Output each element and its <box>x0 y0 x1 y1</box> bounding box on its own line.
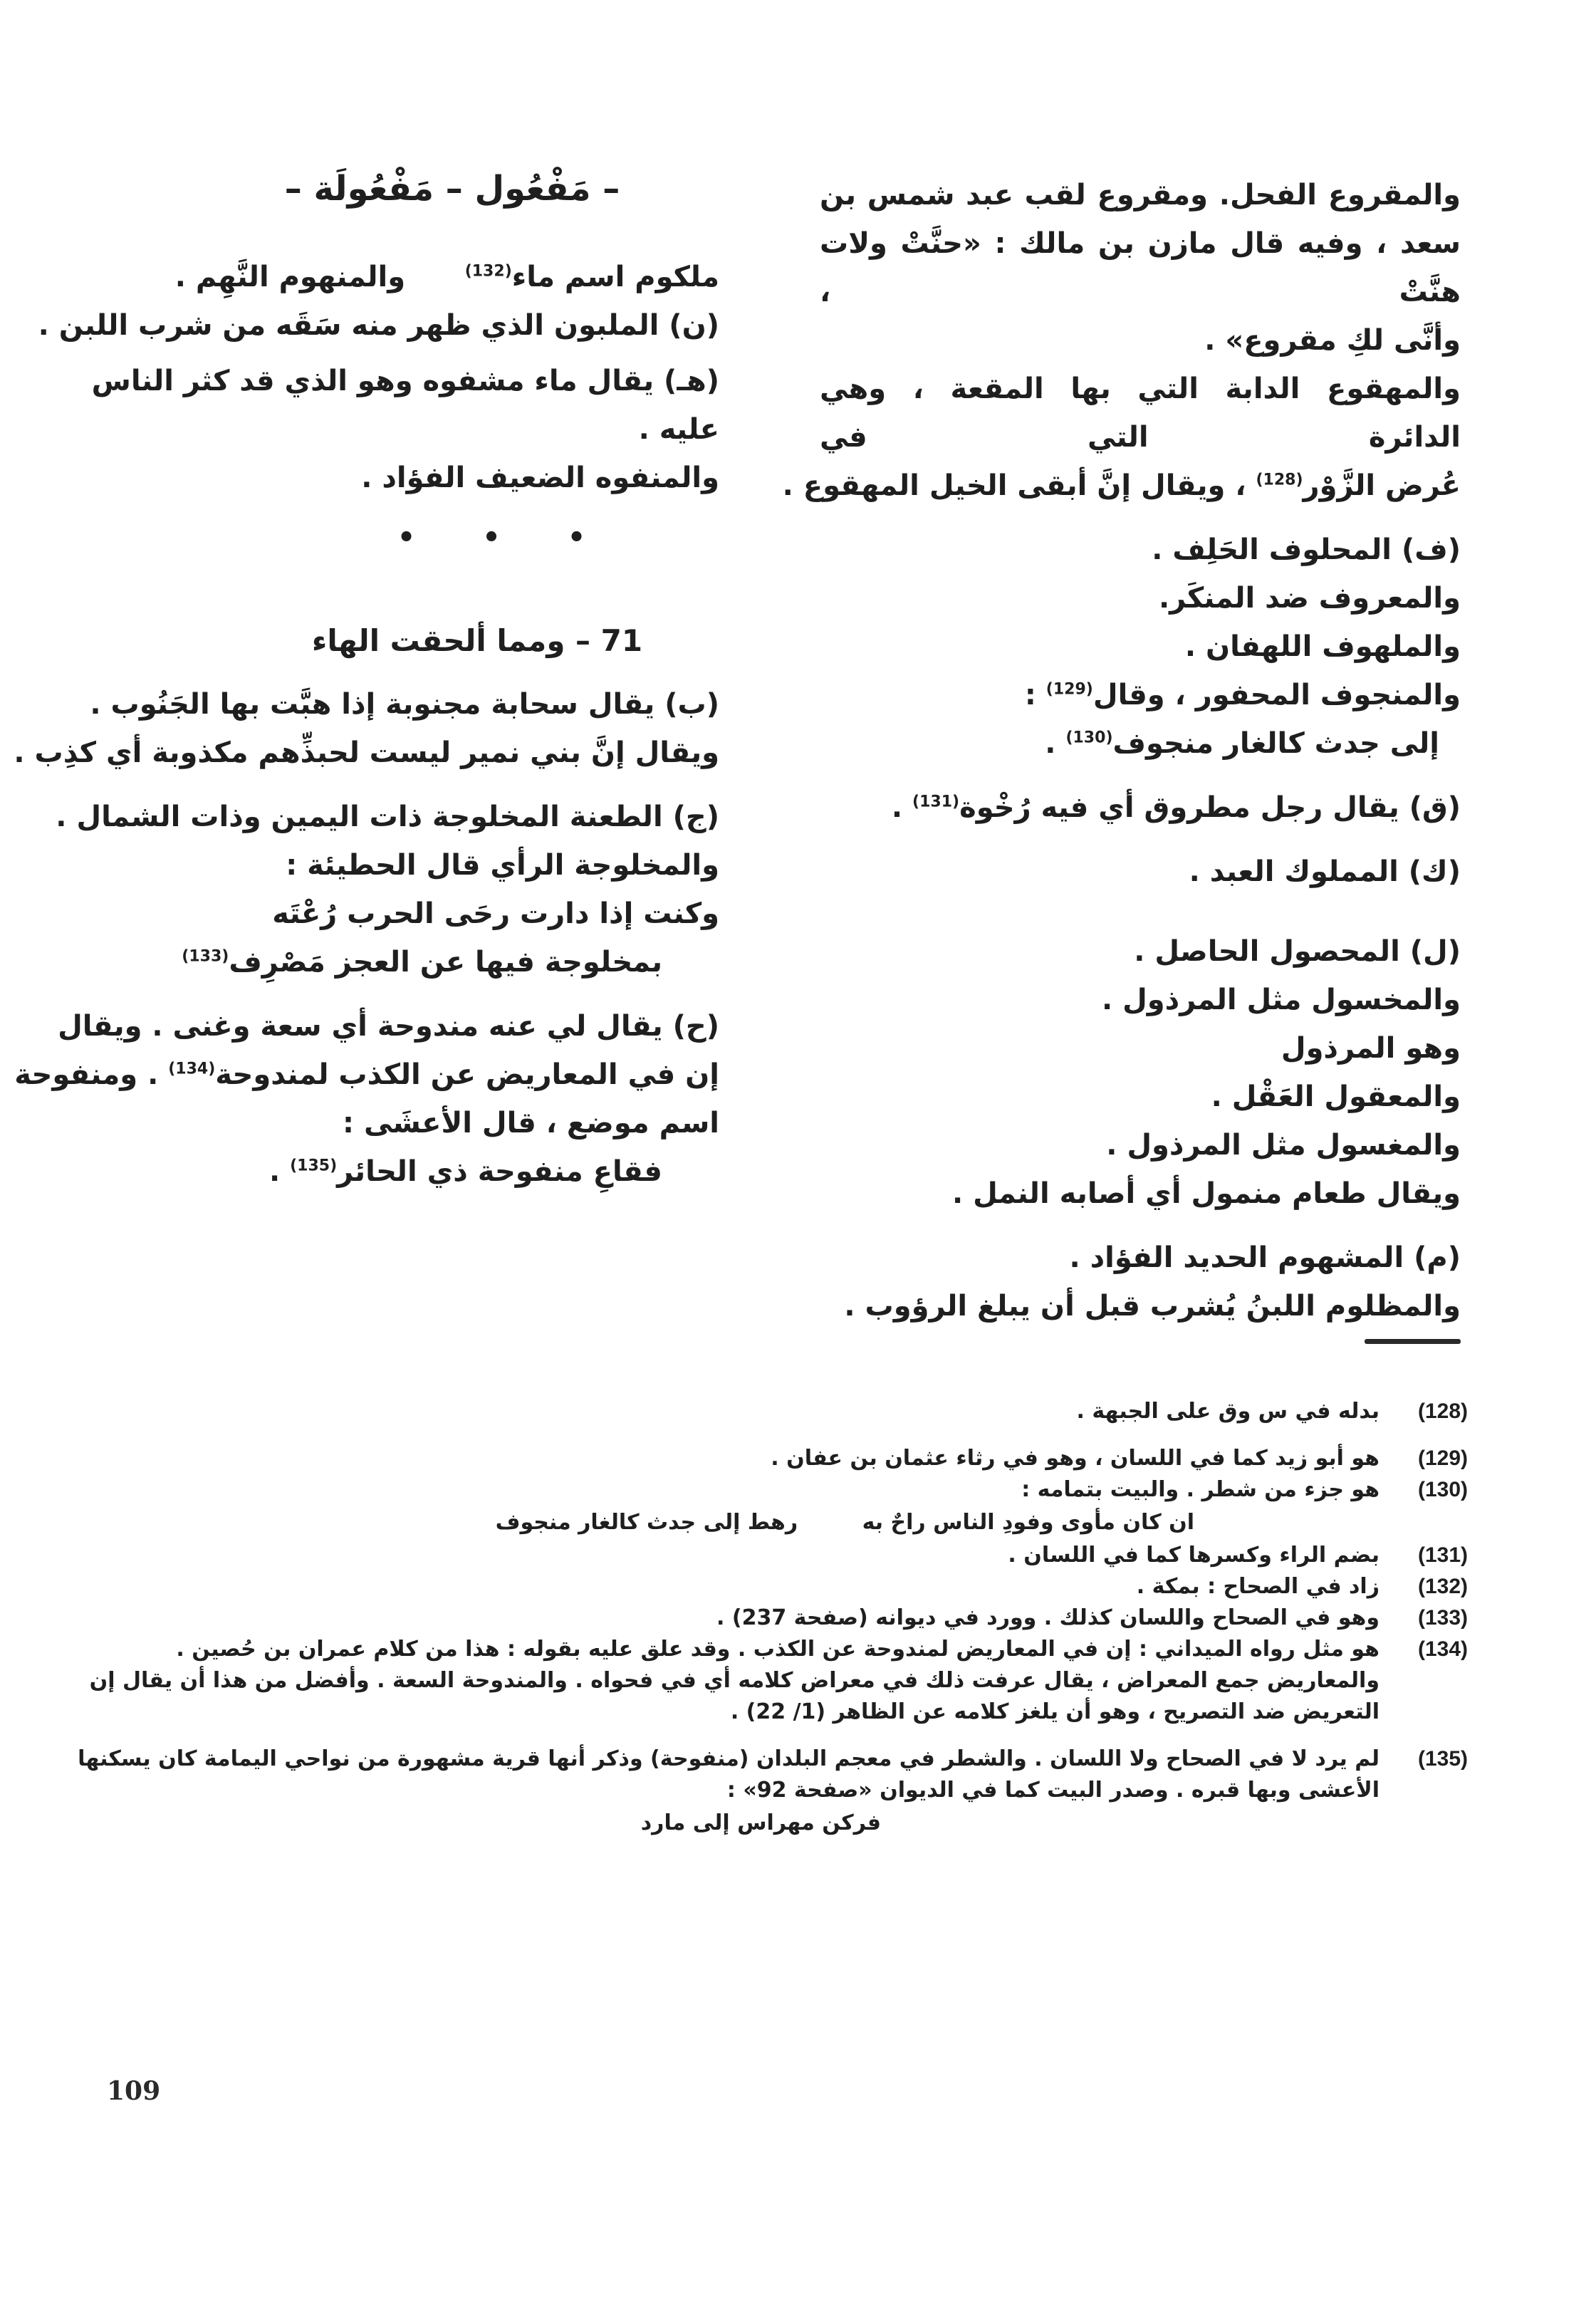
text-fragment: الطعنة المخلوجة ذات اليمين وذات الشمال . <box>56 801 663 833</box>
right-column <box>782 171 1461 1330</box>
entry-kaf <box>820 848 1461 896</box>
text-fragment: . <box>891 791 903 824</box>
text-fragment: يقال لي عنه مندوحة أي سعة وغنى . ويقال <box>58 1010 663 1043</box>
footnote-130 <box>100 1474 1468 1540</box>
footnote-129 <box>100 1443 1468 1474</box>
verse-text: إلى جدث كالغار منجوف <box>1112 727 1439 760</box>
footnote-number: (128) <box>1417 1400 1468 1423</box>
footnote-135 <box>78 1744 1468 1840</box>
text-fragment: والمنهوم النَّهِم . <box>174 261 406 293</box>
text-fragment: . <box>1045 727 1056 760</box>
text-line: وأنَّى لكِ مقروع» . <box>1204 324 1461 357</box>
verse-line <box>107 1147 719 1196</box>
text-line: والمخلوجة الرأي قال الحطيئة : <box>286 849 719 882</box>
spacer <box>820 832 1461 848</box>
entry-ha <box>91 357 719 405</box>
text-line: سعد ، وفيه قال مازن بن مالك : «حنَّتْ ولات هنَّتْ ، <box>820 227 1461 308</box>
footnote-text: بضم الراء وكسرها كما في اللسان . <box>1008 1543 1379 1568</box>
text-line: ويقال طعام منمول أي أصابه النمل . <box>951 1177 1461 1210</box>
spacer <box>107 777 719 793</box>
section-separator: • • • <box>397 521 615 554</box>
text-fragment: يقال رجل مطروق أي فيه رُخْوة <box>959 791 1399 824</box>
footnote-text: والمعاريض جمع المعراض ، يقال عرفت ذلك في معراض كلامه أي في فحواه . والمندوحة السعة . وأفضل من هذا أن يقال إن <box>89 1668 1379 1693</box>
text-line: والمعقول العَقْل . <box>1211 1080 1461 1113</box>
entry-label: (ن) <box>669 309 719 342</box>
footnote-divider <box>1365 1339 1461 1344</box>
footnote-text: بدله في س وق على الجبهة . <box>1076 1399 1379 1424</box>
verse-line <box>107 938 719 986</box>
entry-label: (ح) <box>672 1010 719 1043</box>
text-line: اسم موضع ، قال الأعشَى : <box>343 1107 719 1140</box>
spacer <box>820 768 1461 783</box>
text-line: عليه . <box>638 413 719 446</box>
text-fragment: المحلوف الحَلِف . <box>1152 533 1392 566</box>
verse-hemistich: رهط إلى جدث كالغار منجوف <box>495 1510 798 1535</box>
footnote-text: هو مثل رواه الميداني : إن في المعاريض لمندوحة عن الكذب . وقد علق عليه بقوله : هذا من كلام عمران بن حُصين . <box>176 1637 1379 1662</box>
text-fragment: . ومنفوحة <box>14 1058 159 1091</box>
entry-label: (ق) <box>1409 791 1461 824</box>
text-line: والمغسول مثل المرذول . <box>1106 1129 1461 1162</box>
text-line: والمهقوع الدابة التي بها المقعة ، وهي الدائرة التي في <box>820 372 1461 454</box>
verse-text: فقاعِ منفوحة ذي الحائر <box>337 1155 662 1188</box>
entry-fa <box>820 526 1461 574</box>
text-fragment: إن في المعاريض عن الكذب لمندوحة <box>215 1058 719 1091</box>
footnote-text: الأعشى وبها قبره . وصدر البيت كما في الديوان «صفحة 92» : <box>726 1778 1379 1803</box>
text-fragment: المحصول الحاصل . <box>1134 935 1400 968</box>
footnote-ref[interactable]: (133) <box>182 947 229 966</box>
spacer <box>107 350 719 357</box>
verse-line <box>820 719 1461 768</box>
footnote-ref[interactable]: (132) <box>464 262 512 281</box>
left-column <box>14 160 719 1196</box>
entry-jim <box>56 793 719 841</box>
entry-nun <box>38 301 719 350</box>
footnote-132 <box>100 1571 1468 1602</box>
spacer <box>820 912 1461 927</box>
text-fragment: . <box>268 1155 281 1188</box>
footnote-133 <box>100 1602 1468 1634</box>
footnote-131 <box>100 1540 1468 1571</box>
text-fragment: المملوك العبد . <box>1189 855 1399 888</box>
verse-text: بمخلوجة فيها عن العجز مَصْرِف <box>229 946 662 979</box>
footnote-text: التعريض ضد التصريح ، وهو أن يلغز كلامه عن الظاهر (1/ 22) . <box>730 1699 1379 1724</box>
footnote-134 <box>89 1634 1468 1728</box>
footnote-ref[interactable]: (129) <box>1045 680 1093 699</box>
entry-label: (م) <box>1414 1241 1461 1274</box>
footnote-verse <box>100 1506 1379 1540</box>
text-line <box>107 253 719 301</box>
page-number: 109 <box>107 2076 161 2106</box>
text-line: والمعروف ضد المنكَر. <box>1158 582 1461 615</box>
footnote-ref[interactable]: (131) <box>912 793 960 811</box>
entry-label: (ج) <box>672 801 719 833</box>
text-line <box>820 671 1461 719</box>
footnote-number: (135) <box>1417 1747 1468 1771</box>
text-line <box>14 1051 719 1099</box>
footnote-number: (131) <box>1417 1543 1468 1567</box>
text-fragment: : <box>1024 679 1036 712</box>
text-line: والمنفوه الضعيف الفؤاد . <box>361 462 719 494</box>
footnote-ref[interactable]: (130) <box>1065 729 1113 747</box>
text-line: والمقروع الفحل. ومقروع لقب عبد شمس بن <box>820 179 1461 212</box>
footnote-number: (134) <box>1417 1637 1468 1661</box>
text-fragment: والمنجوف المحفور ، وقال <box>1092 679 1461 712</box>
footnote-number: (129) <box>1417 1447 1468 1470</box>
entry-label: (ك) <box>1408 855 1461 888</box>
spacer <box>820 1218 1461 1234</box>
footnote-text: هو جزء من شطر . والبيت بتمامه : <box>1021 1477 1379 1502</box>
footnote-number: (130) <box>1417 1478 1468 1501</box>
text-line: والملهوف اللهفان . <box>1184 630 1461 663</box>
text-line: ويقال إنَّ بني نمير ليست لحبذِّهم مكذوبة أي كذِب . <box>14 736 719 769</box>
footnote-ref[interactable]: (128) <box>1256 471 1303 489</box>
section-title: – مَفْعُول – مَفْعُولَة – <box>284 169 620 209</box>
text-line: والمخسول مثل المرذول . <box>1101 984 1461 1016</box>
footnote-verse: فركن مهراس إلى مارد <box>640 1810 881 1835</box>
subsection-title: 71 – ومما ألحقت الهاء <box>311 623 643 658</box>
footnote-text: لم يرد لا في الصحاح ولا اللسان . والشطر في معجم البلدان (منفوحة) وذكر أنها قرية مشهورة من نواحي اليمامة كان يسكنها <box>78 1746 1379 1771</box>
footnote-ref[interactable]: (134) <box>168 1060 216 1078</box>
entry-label: (هـ) <box>664 365 719 397</box>
verse-hemistich: ان كان مأوى وفودِ الناس راحٌ به <box>862 1510 1194 1535</box>
footnotes <box>78 1396 1468 1840</box>
text-line: والمظلوم اللبنُ يُشرب قبل أن يبلغ الرؤوب . <box>844 1290 1461 1323</box>
text-line <box>782 462 1461 510</box>
text-fragment: المشهوم الحديد الفؤاد . <box>1069 1241 1404 1274</box>
text-fragment: ملكوم اسم ماء <box>511 261 719 293</box>
entry-mim <box>820 1234 1461 1282</box>
text-fragment: عُرض الزَّوْر <box>1303 469 1461 502</box>
entry-ba <box>90 680 719 729</box>
entry-label: (ب) <box>664 688 719 721</box>
entry-label: (ف) <box>1401 533 1461 566</box>
entry-label: (ل) <box>1409 935 1461 968</box>
text-line: وهو المرذول <box>1281 1032 1461 1065</box>
footnote-text: وهو في الصحاح واللسان كذلك . وورد في ديوانه (صفحة 237) . <box>716 1605 1379 1630</box>
footnote-number: (132) <box>1417 1575 1468 1598</box>
footnote-ref[interactable]: (135) <box>290 1157 338 1175</box>
entry-qaf <box>820 783 1461 832</box>
footnote-text: هو أبو زيد كما في اللسان ، وهو في رثاء عثمان بن عفان . <box>771 1446 1379 1471</box>
text-fragment: يقال ماء مشفوه وهو الذي قد كثر الناس <box>91 365 654 397</box>
spacer <box>107 986 719 1002</box>
entry-ha2 <box>58 1002 719 1051</box>
verse-line: وكنت إذا دارت رحَى الحرب رُعْتَه <box>272 897 719 930</box>
footnote-text: زاد في الصحاح : بمكة . <box>1136 1574 1379 1599</box>
spacer <box>820 510 1461 526</box>
footnote-128 <box>100 1396 1468 1427</box>
spacer <box>820 896 1461 912</box>
text-fragment: الملبون الذي ظهر منه سَقَه من شرب اللبن . <box>38 309 659 342</box>
text-fragment: ، ويقال إنَّ أبقى الخيل المهقوع . <box>782 469 1246 502</box>
footnote-number: (133) <box>1417 1606 1468 1630</box>
text-fragment: يقال سحابة مجنوبة إذا هبَّت بها الجَنُوب . <box>90 688 655 721</box>
entry-lam <box>820 927 1461 976</box>
